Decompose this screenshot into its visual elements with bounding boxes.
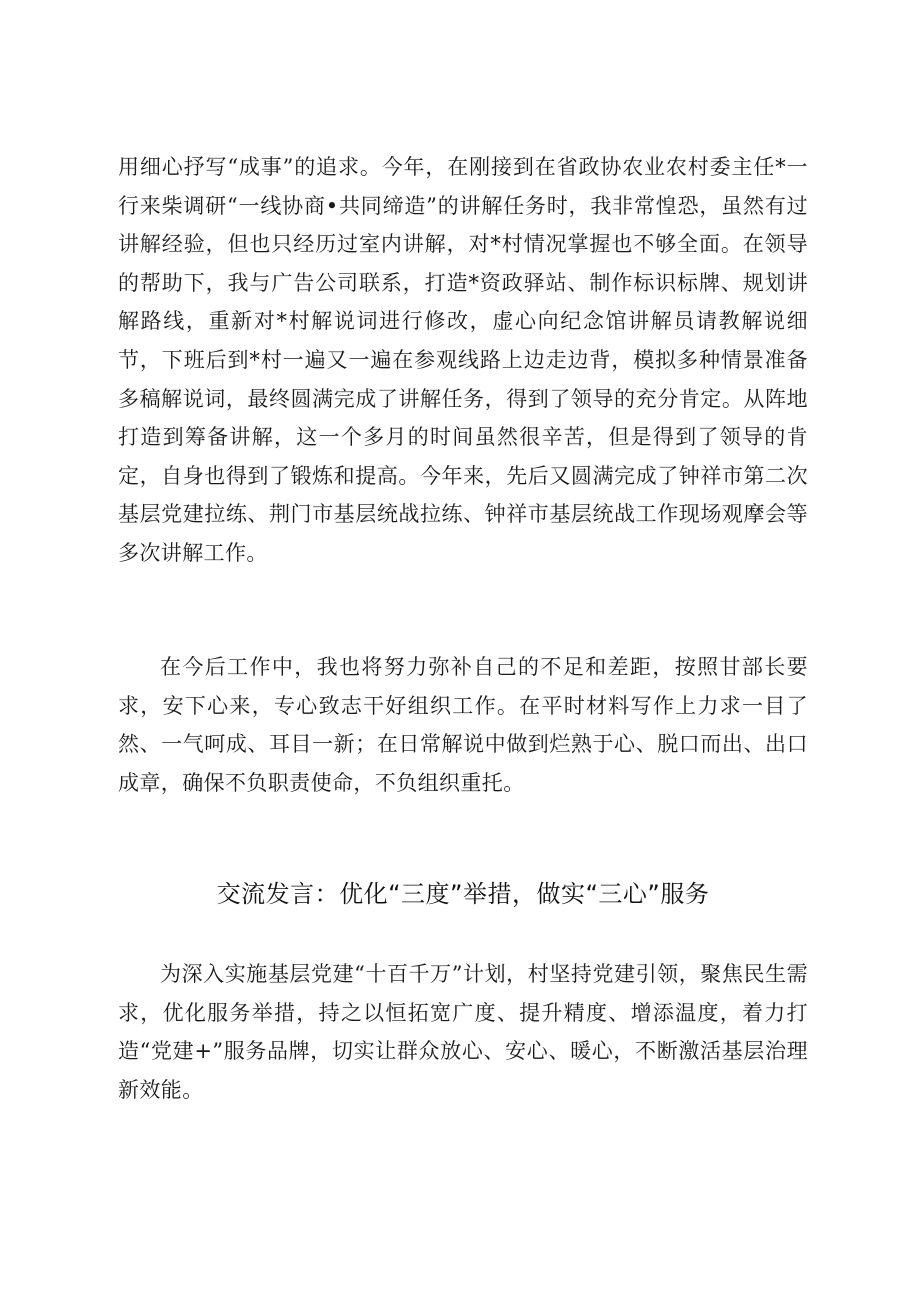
body-paragraph-closing	[118, 648, 808, 802]
body-paragraph-continued	[118, 148, 808, 573]
paragraph-text: 用细心抒写“成事”的追求。今年，在刚接到在省政协农业农村委主任*一行来柴调研“一线协商•共同缔造”的讲解任务时，我非常惶恐，虽然有过讲解经验，但也只经历过室内讲解，对*村情况掌握也不够全面。在领导的帮助下，我与广告公司联系，打造*资政驿站、制作标识标牌、规划讲解路线，重新对*村解说词进行修改，虚心向纪念馆讲解员请教解说细节，下班后到*村一遍又一遍在参观线路上边走边背，模拟多种情景准备多稿解说词，最终圆满完成了讲解任务，得到了领导的充分肯定。从阵地打造到筹备讲解，这一个多月的时间虽然很辛苦，但是得到了领导的肯定，自身也得到了锻炼和提高。今年来，先后又圆满完成了钟祥市第二次基层党建拉练、荆门市基层统战拉练、钟祥市基层统战工作现场观摩会等多次讲解工作。	[118, 155, 808, 565]
section-intro-paragraph	[118, 955, 808, 1109]
section-heading: 交流发言：优化“三度”举措，做实“三心”服务	[216, 880, 710, 908]
paragraph-text: 为深入实施基层党建“十百千万”计划，村坚持党建引领，聚焦民生需求，优化服务举措，持之以恒拓宽广度、提升精度、增添温度，着力打造“党建+”服务品牌，切实让群众放心、安心、暖心，不断激活基层治理新效能。	[118, 962, 808, 1102]
paragraph-text: 在今后工作中，我也将努力弥补自己的不足和差距，按照甘部长要求，安下心来，专心致志干好组织工作。在平时材料写作上力求一目了然、一气呵成、耳目一新；在日常解说中做到烂熟于心、脱口而出、出口成章，确保不负职责使命，不负组织重托。	[118, 655, 808, 795]
